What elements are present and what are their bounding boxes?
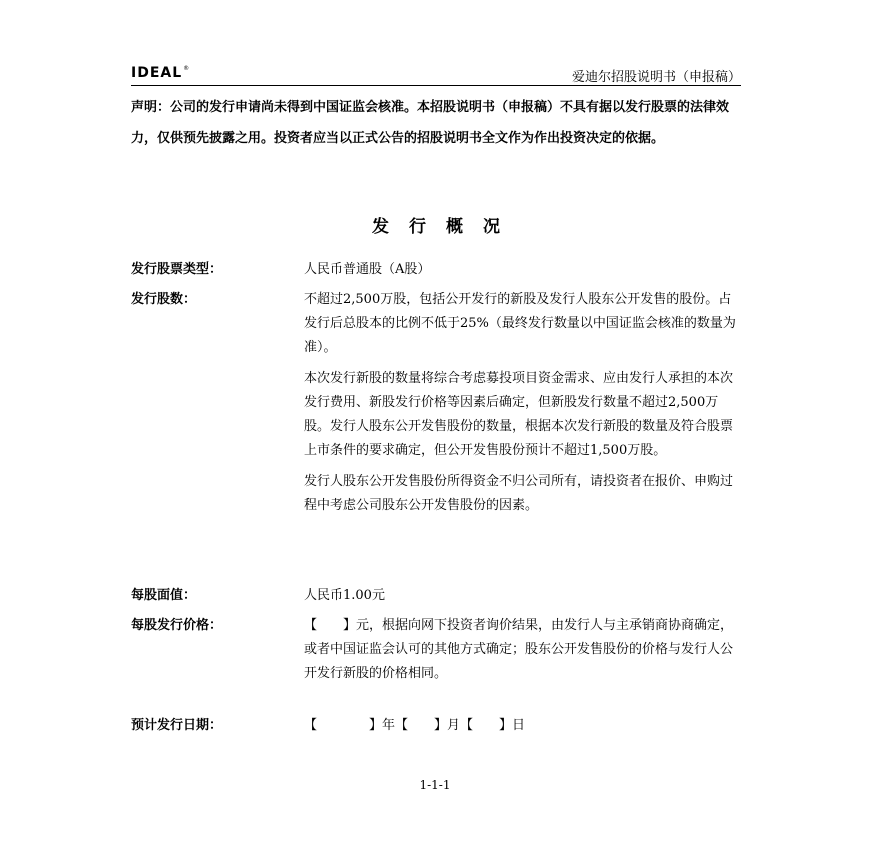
- field-value: [304, 584, 744, 615]
- ideal-logo: [131, 65, 190, 81]
- field-label: 每股面值：: [131, 588, 197, 603]
- page-number: 1-1-1: [419, 778, 451, 792]
- field-label: 发行股票类型：: [131, 262, 223, 277]
- field-paragraph: 本次发行新股的数量将综合考虑募投项目资金需求、应由发行人承担的本次发行费用、新股发行价格等因素后确定，但新股发行数量不超过2,500万股。发行人股东公开发售股份的数量，根据本次发行新股的数量及符合股票上市条件的要求确定，但公开发售股份预计不超过1,500万股。: [304, 371, 734, 458]
- header-divider: [131, 85, 741, 86]
- field-label: 预计发行日期：: [131, 718, 223, 733]
- field-paragraph: 不超过2,500万股，包括公开发行的新股及发行人股东公开发售的股份。占发行后总股本的比例不低于25%（最终发行数量以中国证监会核准的数量为准）。: [304, 292, 736, 355]
- logo-text: IDEAL: [131, 65, 183, 81]
- field-value: [304, 614, 744, 693]
- field-paragraph: 【 】元，根据向网下投资者询价结果，由发行人与主承销商协商确定，或者中国证监会认可的其他方式确定；股东公开发售股份的价格与发行人公开发行新股的价格相同。: [304, 618, 734, 681]
- field-value: [304, 714, 744, 745]
- declaration-text: 声明：公司的发行申请尚未得到中国证监会核准。本招股说明书（申报稿）不具有据以发行股票的法律效力，仅供预先披露之用。投资者应当以正式公告的招股说明书全文作为作出投资决定的依据。: [131, 100, 730, 146]
- page-header: [131, 64, 741, 86]
- field-paragraph: 人民币普通股（A股）: [304, 262, 431, 277]
- header-title: 爱迪尔招股说明书（申报稿）: [571, 70, 741, 85]
- registered-mark: ®: [183, 65, 191, 72]
- field-label: 发行股数：: [131, 292, 197, 307]
- field-value: [304, 258, 744, 289]
- field-paragraph: 人民币1.00元: [304, 588, 385, 603]
- section-title: 发行概况: [372, 217, 520, 237]
- field-label: 每股发行价格：: [131, 618, 223, 633]
- field-value: [304, 288, 744, 525]
- field-paragraph: 【 】年【 】月【 】日: [304, 718, 526, 733]
- field-paragraph: 发行人股东公开发售股份所得资金不归公司所有，请投资者在报价、申购过程中考虑公司股东公开发售股份的因素。: [304, 474, 734, 513]
